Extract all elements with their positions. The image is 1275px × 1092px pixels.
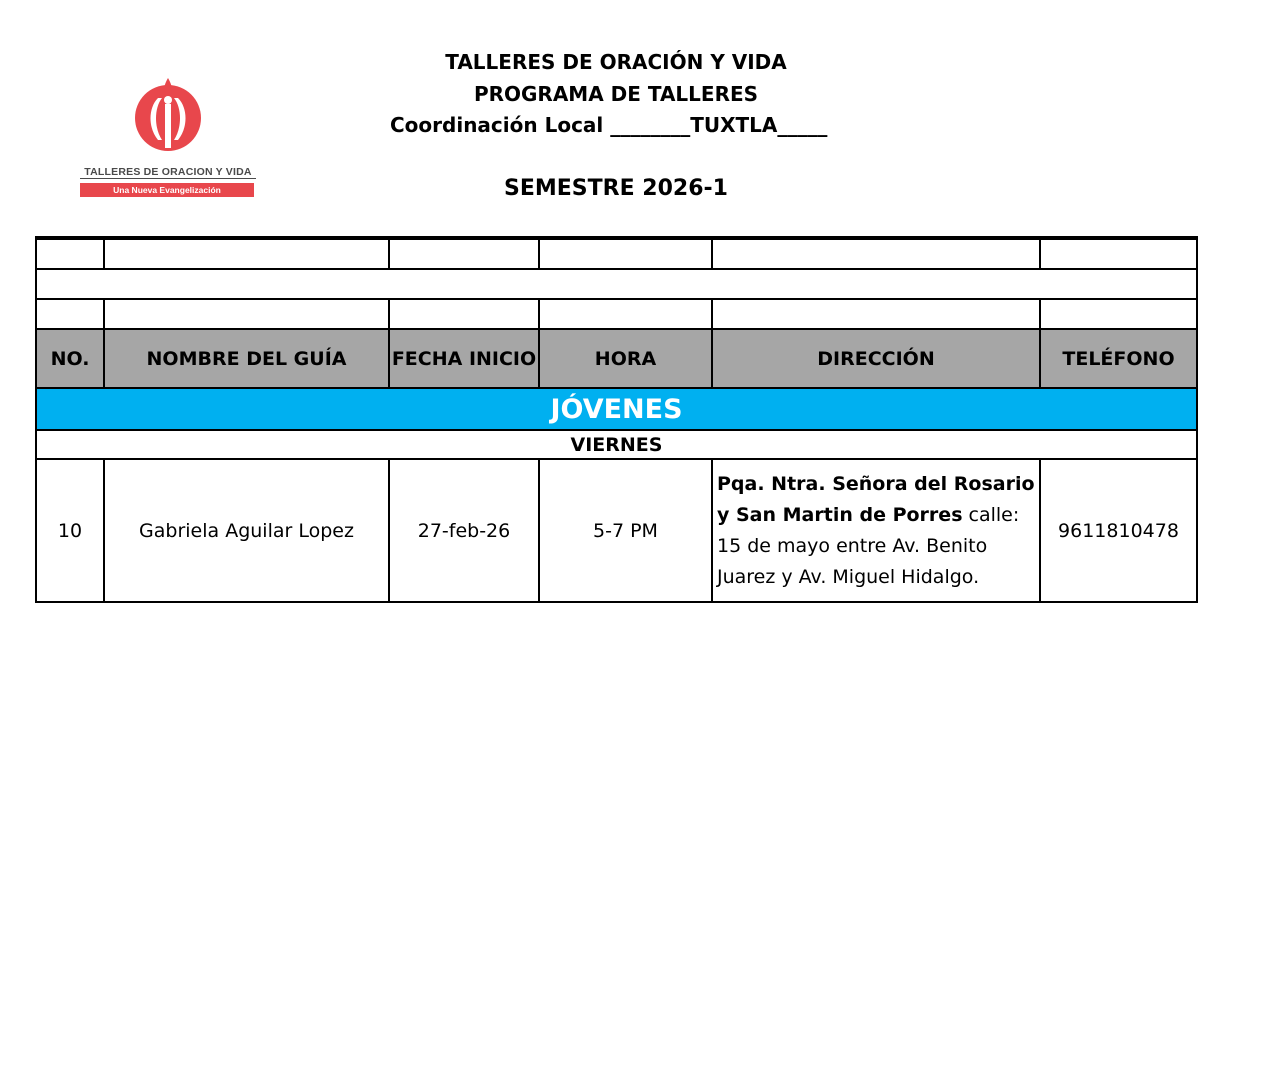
table-header-row xyxy=(36,329,1197,388)
cell-no: 10 xyxy=(36,459,104,602)
day-label: VIERNES xyxy=(36,430,1197,459)
workshop-table xyxy=(35,236,1198,603)
col-header-guide: NOMBRE DEL GUÍA xyxy=(104,329,389,388)
blank-row xyxy=(36,299,1197,329)
col-header-phone: TELÉFONO xyxy=(1040,329,1197,388)
cell-phone: 9611810478 xyxy=(1040,459,1197,602)
section-title: JÓVENES xyxy=(36,388,1197,430)
address-parish: Pqa. Ntra. Señora del Rosario y San Martin de Porres xyxy=(717,472,1035,526)
doc-subtitle: PROGRAMA DE TALLERES xyxy=(473,82,759,106)
logo-tagline: Una Nueva Evangelización xyxy=(80,183,254,197)
col-header-no: NO. xyxy=(36,329,104,388)
address-street: calle: 15 de mayo entre Av. Benito Juarez y Av. Miguel Hidalgo. xyxy=(717,503,1020,588)
col-header-start-date: FECHA INICIO xyxy=(389,329,539,388)
semester-title: SEMESTRE 2026-1 xyxy=(504,176,728,201)
col-header-address: DIRECCIÓN xyxy=(712,329,1040,388)
logo-org-name: TALLERES DE ORACION Y VIDA xyxy=(80,166,256,179)
cell-guide: Gabriela Aguilar Lopez xyxy=(104,459,389,602)
cell-address xyxy=(712,459,1040,602)
cell-time: 5-7 PM xyxy=(539,459,712,602)
doc-title: TALLERES DE ORACIÓN Y VIDA xyxy=(445,50,787,74)
day-row xyxy=(36,430,1197,459)
blank-row xyxy=(36,238,1197,269)
coordination-line: Coordinación Local ________TUXTLA_____ xyxy=(390,113,828,137)
section-band-row xyxy=(36,388,1197,430)
cell-start-date: 27-feb-26 xyxy=(389,459,539,602)
col-header-time: HORA xyxy=(539,329,712,388)
blank-merged-row xyxy=(36,269,1197,299)
table-row xyxy=(36,459,1197,602)
